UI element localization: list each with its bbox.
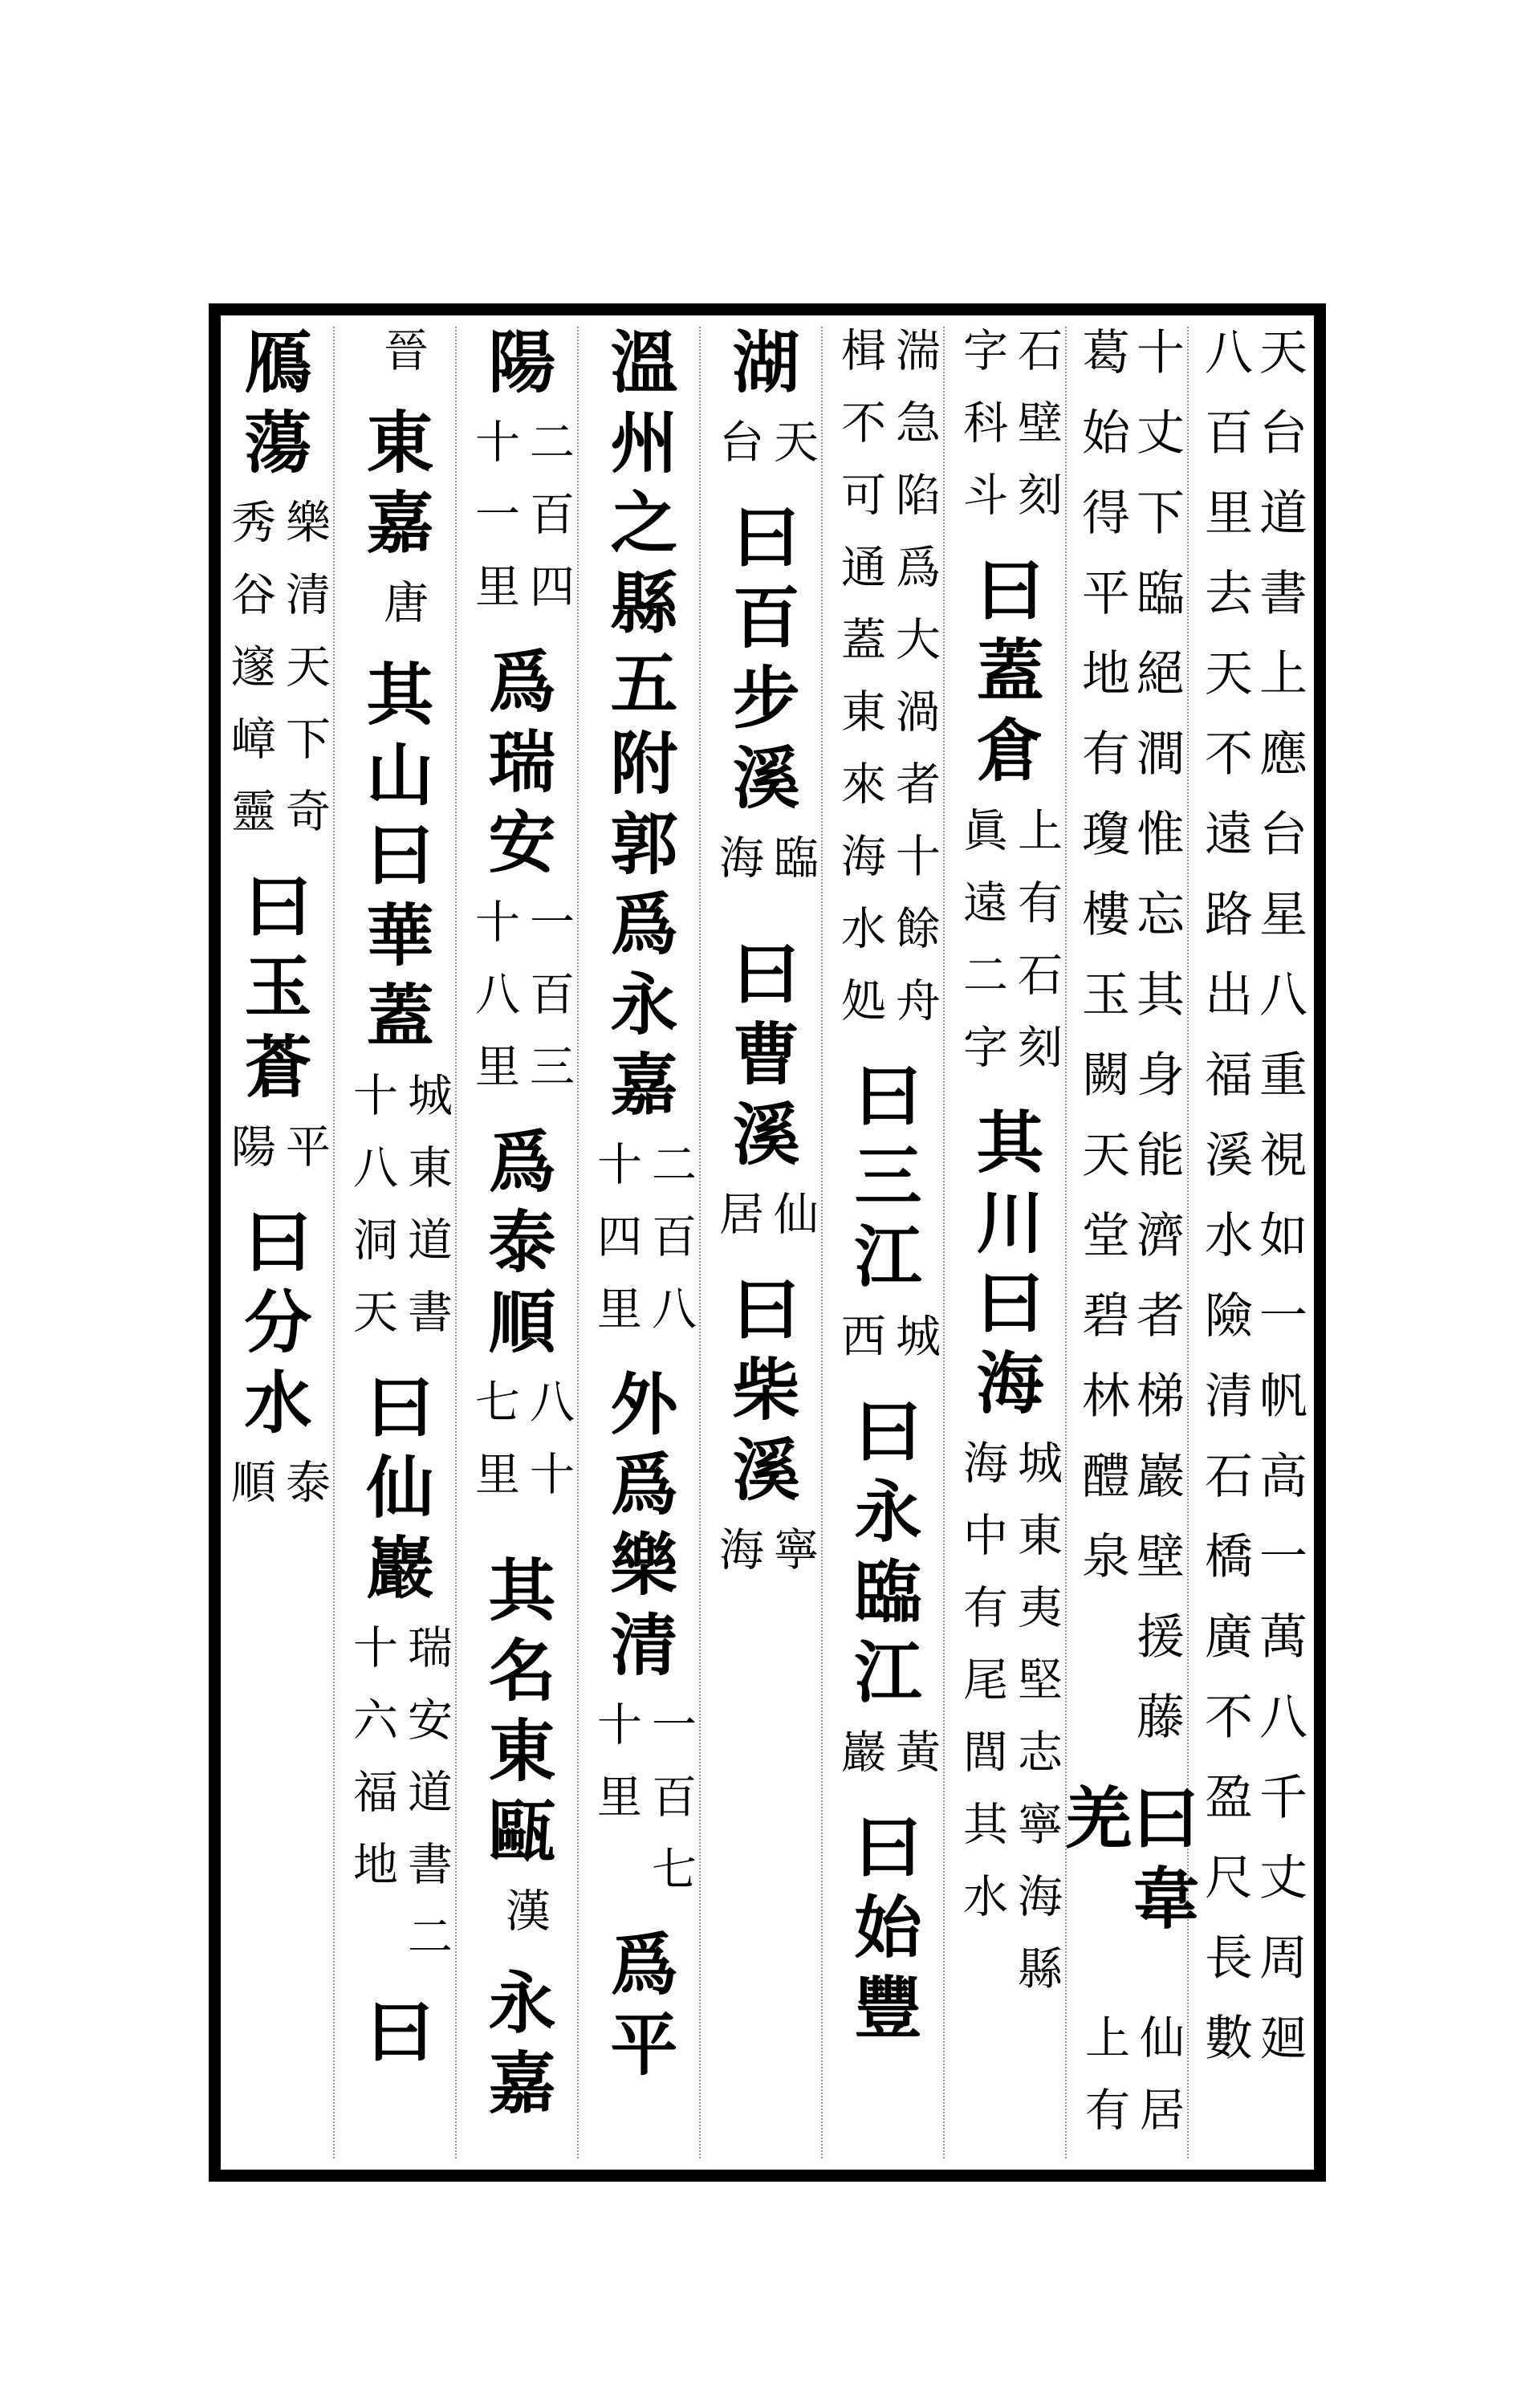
main-text-entry: 曰 — [356, 1996, 435, 2076]
main-text-entry: 曰仙巖 — [356, 1372, 435, 1613]
main-text-entry: 曰蓋倉 — [966, 555, 1045, 795]
main-text-entry: 曰三江 — [844, 1060, 923, 1301]
note-right-line: 天台道書上應台星八重視如一帆高一萬八千丈周廻 — [1251, 327, 1307, 2093]
distance-note — [585, 1141, 697, 1357]
main-text-entry: 陽 — [478, 327, 557, 407]
text-column-2 — [1054, 327, 1201, 2158]
note-left-line: 八百里去天不遠路出福溪水險清石橋廣不盈尺長數 — [1197, 327, 1253, 2093]
main-text-entry: 爲平 — [600, 1929, 679, 2089]
main-text-entry: 其名東甌 — [478, 1555, 557, 1876]
main-text-entry: 曰百步溪 — [722, 502, 801, 823]
note-right-line: 城 — [889, 1312, 941, 1385]
interlinear-note — [341, 1072, 453, 1361]
note-right-line: 泰 — [279, 1458, 331, 1531]
note-right-line: 上有石刻 — [1011, 807, 1063, 1096]
note-left-line: 十八里 — [468, 898, 520, 1115]
note-right-line: 天 — [767, 418, 819, 490]
text-column-4 — [823, 327, 945, 2158]
note-left-line: 西 — [834, 1312, 886, 1385]
interlinear-note — [219, 498, 331, 860]
main-text-entry: 曰柴溪 — [722, 1274, 801, 1515]
note-right-line: 瑞安道書二 — [401, 1624, 453, 1985]
note-right-line: 仙居 — [1133, 2014, 1185, 2158]
main-text-entry: 湖 — [722, 327, 801, 407]
note-right-line: 黃 — [889, 1728, 941, 1800]
county-note — [707, 834, 819, 906]
main-text-entry: 曰永臨江 — [844, 1396, 923, 1717]
note-left-line: 十八洞天 — [346, 1072, 398, 1361]
main-text-entry: 永嘉 — [478, 1967, 557, 2128]
text-column-5 — [701, 327, 823, 2158]
county-note — [707, 418, 819, 490]
interlinear-note — [951, 327, 1063, 543]
main-text-entry: 曰韋羌 — [1054, 1783, 1201, 1943]
note-left-line: 七里 — [468, 1378, 520, 1523]
note-left-line: 陽 — [224, 1123, 276, 1195]
text-column-1 — [1189, 327, 1311, 2158]
note-right-line: 十丈下臨絕澗惟忘其身能濟者梯巖壁援藤 — [1128, 327, 1185, 1771]
county-note — [707, 1526, 819, 1598]
note-right-line: 城東夷堅志寧海縣 — [1011, 1439, 1063, 2017]
note-right-line: 一百七 — [645, 1701, 697, 1918]
interlinear-note — [951, 807, 1063, 1096]
county-note — [707, 1190, 819, 1263]
main-text-entry: 曰始豐 — [844, 1812, 923, 2052]
note-right-line: 二百八 — [645, 1141, 697, 1357]
distance-note — [585, 1701, 697, 1918]
note-left-line: 海中有尾閭其水 — [956, 1439, 1008, 1945]
dynasty-note: 晉 — [376, 327, 429, 396]
note-right-line: 一百三 — [523, 898, 575, 1115]
main-text-entry: 曰曹溪 — [722, 938, 801, 1179]
note-left-line: 楫不可通蓋東來海水処 — [834, 327, 886, 1049]
county-note — [829, 1728, 941, 1800]
text-column-3 — [945, 327, 1067, 2158]
main-text-entry: 東嘉 — [356, 407, 435, 567]
county-note — [219, 1458, 331, 1531]
main-text-entry: 曰玉蒼 — [234, 871, 313, 1112]
note-right-line: 樂清天下奇 — [279, 498, 331, 860]
note-left-line: 海 — [712, 834, 764, 906]
note-left-line: 巖 — [834, 1728, 886, 1800]
note-left-line: 秀谷邃嶂靈 — [224, 498, 276, 860]
note-left-line: 十一里 — [468, 418, 520, 635]
main-text-entry: 外爲樂清 — [600, 1369, 679, 1690]
note-right-line: 二百四 — [523, 418, 575, 635]
note-left-line: 台 — [712, 418, 764, 490]
text-column-8 — [335, 327, 457, 2158]
main-text-entry: 曰分水 — [234, 1206, 313, 1447]
note-left-line: 十六福地 — [346, 1624, 398, 1913]
note-right-line: 八十 — [523, 1378, 575, 1523]
note-left-line: 順 — [224, 1458, 276, 1531]
interlinear-note — [341, 1624, 453, 1985]
main-text-entry: 爲瑞安 — [478, 646, 557, 887]
text-column-7 — [457, 327, 579, 2158]
county-note — [829, 1312, 941, 1385]
interlinear-note — [1196, 327, 1307, 2093]
main-text-entry: 爲泰順 — [478, 1126, 557, 1367]
distance-note — [463, 418, 575, 635]
interlinear-note — [1073, 2014, 1185, 2158]
note-right-line: 寧 — [767, 1526, 819, 1598]
note-left-line: 十里 — [590, 1701, 642, 1845]
main-text-entry: 其山曰華蓋 — [356, 659, 435, 1060]
note-right-line: 臨 — [767, 834, 819, 906]
note-right-line: 湍急陷爲大渦者十餘舟 — [889, 327, 941, 1049]
note-right-line: 仙 — [767, 1190, 819, 1263]
main-text-entry: 鴈蕩 — [234, 327, 313, 487]
note-right-line: 城東道書 — [401, 1072, 453, 1361]
note-left-line: 居 — [712, 1190, 764, 1263]
distance-note — [463, 1378, 575, 1523]
note-left-line: 葛始得平地有瓊樓玉闕天堂碧林醴泉 — [1074, 327, 1130, 1611]
distance-note — [463, 898, 575, 1115]
text-column-6 — [579, 327, 701, 2158]
dynasty-note: 唐 — [376, 579, 429, 648]
note-left-line: 海 — [712, 1526, 764, 1598]
county-note — [219, 1123, 331, 1195]
interlinear-note — [951, 1439, 1063, 2017]
note-left-line: 上有 — [1078, 2014, 1130, 2158]
note-right-line: 石壁刻 — [1011, 327, 1063, 543]
main-text-entry: 其川曰海 — [966, 1107, 1045, 1428]
note-left-line: 字科斗 — [956, 327, 1008, 543]
note-right-line: 平 — [279, 1123, 331, 1195]
dynasty-note: 漢 — [498, 1887, 551, 1956]
text-column-9 — [213, 327, 335, 2158]
interlinear-note — [1073, 327, 1185, 1771]
interlinear-note — [829, 327, 941, 1049]
note-left-line: 十四里 — [590, 1141, 642, 1357]
page-frame — [209, 303, 1326, 2182]
main-text-entry: 溫州之縣五附郭爲永嘉 — [600, 327, 679, 1129]
note-left-line: 眞遠二字 — [956, 807, 1008, 1096]
